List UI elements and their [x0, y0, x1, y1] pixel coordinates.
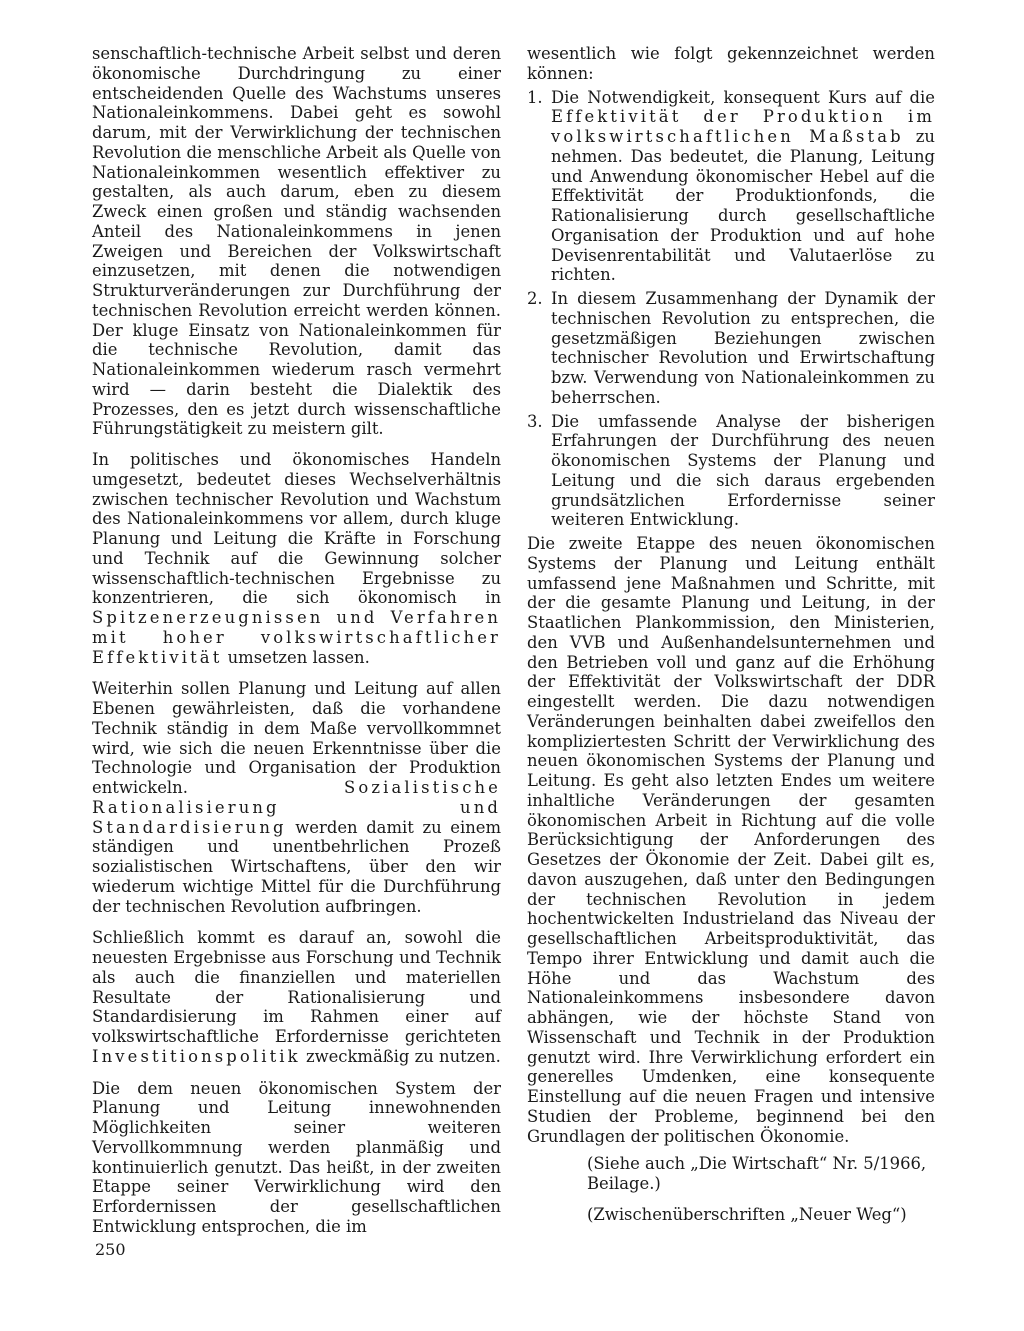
paragraph: wesentlich wie folgt gekennzeichnet werden können:: [527, 44, 935, 83]
source-note: (Siehe auch „Die Wirtschaft“ Nr. 5/1966, Beilage.): [587, 1154, 927, 1193]
paragraph: Weiterhin sollen Planung und Leitung auf allen Ebenen gewährleisten, daß die vorhandene Technik ständig in dem Maße vervollkommnet wird, wie sich die neuen Erkenntnisse über die Technologie und Organisation der Produktion entwickeln. Sozialistische Rationalisierung und Standardisierung werden damit zu einem ständigen und unentbehrlichen Prozeß sozialistischen Wirtschaftens, über den wir wiederum wichtige Mittel für die Durchführung der technischen Revolution aufbringen.: [92, 679, 501, 916]
list-number: 2.: [527, 289, 543, 308]
list-item: 3. Die umfassende Analyse der bisherigen Erfahrungen der Durchführung des neuen ökonomischen Systems der Planung und Leitung und die sich daraus ergebenden grundsätzlichen Erfordernisse seiner weiteren Entwicklung.: [527, 411, 935, 530]
list-number: 1.: [527, 87, 543, 107]
list-number: 3.: [527, 411, 543, 431]
page-number: 250: [95, 1240, 126, 1259]
list-item: 2. In diesem Zusammenhang der Dynamik der technischen Revolution zu entsprechen, die gesetzmäßigen Beziehungen zwischen technischer Revolution und Erwirtschaftung bzw. Verwendung von Nationaleinkommen zu beherrschen.: [527, 289, 935, 407]
paragraph: Die zweite Etappe des neuen ökonomischen Systems der Planung und Leitung enthält umfassend jene Maßnahmen und Schritte, mit der die gesamte Planung und Leitung, in der Staatlichen Plankommission, den Ministerien, den VVB und Außenhandelsunternehmen und den Betrieben voll und ganz auf die Erhöhung der Effektivität der Volkswirtschaft der DDR eingestellt werden. Die dazu notwendigen Veränderungen beinhalten dabei zweifellos den kompliziertesten Schritt der Verwirklichung des neuen ökonomischen Systems der Planung und Leitung. Es geht also letzten Endes um weitere inhaltliche Veränderungen der gesamten ökonomischen Arbeit in Richtung auf die volle Berücksichtigung der Anforderungen des Gesetzes der Ökonomie der Zeit. Dabei gilt es, davon auszugehen, daß unter den Bedingungen der technischen Revolution in jedem hochentwickelten Industrieland das Niveau der gesellschaftlichen Arbeitsproduktivität, das Tempo ihrer Entwicklung und damit auch die Höhe und das Wachstum des Nationaleinkommens insbesondere davon abhängen, wie der höchste Stand von Wissenschaft und Technik in der Produktion genutzt wird. Ihre Verwirklichung erfordert ein generelles Umdenken, eine konsequente Einstellung auf die neuen Fragen und intensive Studien der Probleme, beginnend bei den Grundlagen der politischen Ökonomie.: [527, 534, 935, 1146]
emphasis-text: Spitzenerzeugnissen und Verfahren mit hoher volkswirtschaftlicher Effektivität: [92, 608, 501, 667]
right-column: [527, 44, 935, 1237]
list-item: 1. Die Notwendigkeit, konsequent Kurs auf die Effektivität der Produktion im volkswirtschaftlichen Maßstab zu nehmen. Das bedeutet, die Planung, Leitung und Anwendung ökonomischer Hebel auf die Effektivität der Produktionfonds, die Rationalisierung durch gesellschaftliche Organisation der Produktion und auf hohe Devisenrentabilität und Valutaerlöse zu richten.: [527, 87, 935, 285]
emphasis-text: Investitionspolitik: [92, 1046, 301, 1066]
paragraph: Die dem neuen ökonomischen System der Planung und Leitung innewohnenden Möglichkeiten seiner weiteren Vervollkommnung werden planmäßig und kontinuierlich genutzt. Das heißt, in der zweiten Etappe seiner Verwirklichung wird den Erfordernissen der gesellschaftlichen Entwicklung entsprochen, die im: [92, 1078, 501, 1236]
emphasis-text: Effektivität der Produktion im volkswirtschaftlichen Maßstab: [551, 107, 935, 146]
paragraph: In politisches und ökonomisches Handeln umgesetzt, bedeutet dieses Wechselverhältnis zwischen technischer Revolution und Wachstum des Nationaleinkommens vor allem, durch kluge Planung und Leitung die Kräfte in Forschung und Technik auf die Gewinnung solcher wissenschaftlich-technischen Ergebnisse zu konzentrieren, die sich ökonomisch in Spitzenerzeugnissen und Verfahren mit hoher volkswirtschaftlicher Effektivität umsetzen lassen.: [92, 450, 501, 667]
numbered-list: [527, 88, 935, 531]
paragraph: senschaftlich-technische Arbeit selbst und deren ökonomische Durchdringung zu einer entscheidenden Quelle des Wachstums unseres Nationaleinkommens. Dabei geht es sowohl darum, mit der Verwirklichung der technischen Revolution die menschliche Arbeit als Quelle von Nationaleinkommen wesentlich effektiver zu gestalten, als auch darum, eben zu diesem Zweck einen großen und ständig wachsenden Anteil des Nationaleinkommens in jenen Zweigen und Bereichen der Volkswirtschaft einzusetzen, mit denen die notwendigen Strukturveränderungen zur Durchführung der technischen Revolution erreicht werden können. Der kluge Einsatz von Nationaleinkommen für die technische Revolution, damit das Nationaleinkommen wiederum rasch vermehrt wird — darin besteht die Dialektik des Prozesses, den es jetzt durch wissenschaftliche Führungstätigkeit zu meistern gilt.: [92, 44, 501, 439]
emphasis-text: Sozialistische Rationalisierung und Standardisierung: [92, 778, 501, 837]
left-column: [92, 44, 501, 1249]
source-note: (Zwischenüberschriften „Neuer Weg“): [587, 1204, 907, 1224]
paragraph: Schließlich kommt es darauf an, sowohl die neuesten Ergebnisse aus Forschung und Technik als auch die finanziellen und materiellen Resultate der Rationalisierung und Standardisierung im Rahmen einer auf volkswirtschaftliche Erfordernisse gerichteten Investitionspolitik zweckmäßig zu nutzen.: [92, 928, 501, 1066]
